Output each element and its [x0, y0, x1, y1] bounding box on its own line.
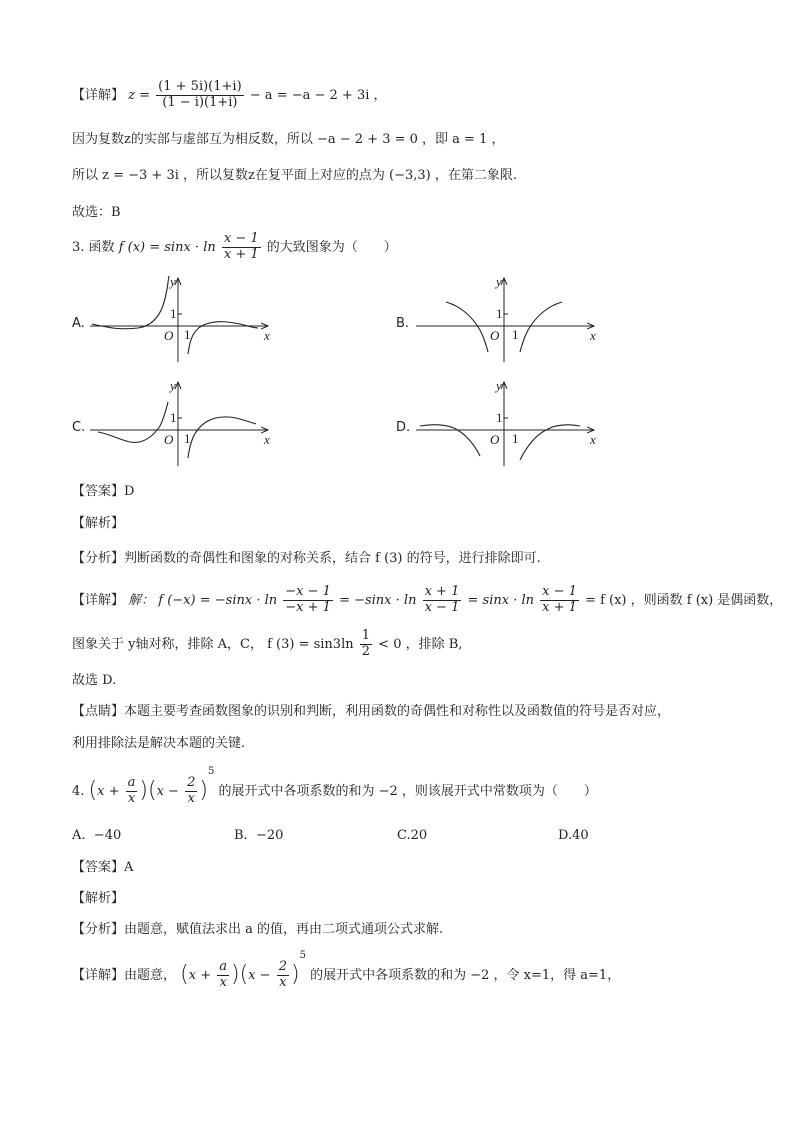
y-label: y	[170, 378, 176, 393]
q4-a-frac-den: x	[127, 790, 136, 806]
q4-a-frac-den: x	[219, 974, 227, 990]
tick-one-y: 1	[496, 306, 503, 321]
q4-power: 5	[207, 766, 215, 777]
fenxi-text: 判断函数的奇偶性和图象的对称关系，结合 f (3) 的符号，进行排除即可.	[124, 551, 541, 566]
option-label: D.	[558, 828, 573, 843]
tick-one-y: 1	[170, 410, 177, 425]
q3-fraction	[222, 232, 261, 263]
fraction-half	[360, 629, 372, 660]
z-numerator: (1 + 5i)(1+i)	[158, 79, 242, 94]
q3-prefix: 3. 函数	[72, 239, 115, 255]
fraction-3	[540, 585, 579, 616]
q4-stem: 4. (x + $\frac{a}{x}$ )(x − $\frac{2}{x}$ )$^5$ 的展开式中各项系数的和为 −2 ，则该展开式中常数项为（ ）	[72, 766, 597, 806]
option-label: A.	[72, 828, 86, 843]
fraction-3-den: x + 1	[542, 599, 577, 615]
fraction-half-num: 1	[361, 628, 371, 643]
q3-dianjing	[72, 704, 670, 720]
q4-two-frac-num: 2	[278, 959, 287, 974]
option-d-label: D.	[396, 420, 411, 435]
curve-right	[520, 302, 562, 352]
fraction-1-den: −x + 1	[285, 599, 331, 615]
q3-func: f (x) = sinx · ln	[118, 239, 216, 255]
answer-value: D	[124, 484, 135, 499]
x-label: x	[264, 328, 270, 343]
q4-x-minus: x −	[156, 783, 179, 799]
dianjing-text: 本题主要考查函数图象的识别和判断，利用函数的奇偶性和对称性以及函数值的符号是否对应，	[124, 704, 671, 719]
option-value: 40	[572, 828, 589, 843]
q4-option-d	[558, 828, 589, 844]
q3-suffix: 的大致图象为（ ）	[266, 239, 397, 255]
q4-analysis-tag: 【解析】	[72, 891, 125, 906]
q4-two-frac-num: 2	[187, 775, 196, 790]
q4-two-frac-den: x	[187, 790, 195, 806]
q4-a-frac	[126, 776, 138, 807]
curve-left	[420, 425, 480, 456]
y-label: y	[170, 274, 176, 289]
answer-tag: 【答案】	[72, 860, 125, 875]
x-label: x	[590, 328, 596, 343]
detail-tag: 【详解】	[72, 592, 125, 608]
tick-one-x: 1	[184, 431, 191, 446]
tick-one-y: 1	[170, 306, 177, 321]
q3-detail-line2	[72, 629, 462, 660]
origin-label: O	[490, 328, 500, 343]
fenxi-text: 由题意，赋值法求出 a 的值，再由二项式通项公式求解.	[124, 922, 444, 937]
q4-fenxi	[72, 922, 443, 938]
z-fraction	[156, 80, 243, 111]
fraction-half-den: 2	[361, 643, 371, 659]
tick-one-y: 1	[496, 410, 503, 425]
q4-two-frac	[277, 960, 289, 991]
q4-a-frac-num: a	[127, 775, 136, 790]
q4-x-minus: x −	[248, 967, 271, 983]
y-label: y	[496, 274, 502, 289]
dianjing-tag: 【点睛】	[72, 704, 125, 719]
detail-prefix: 由题意，	[124, 967, 177, 983]
curve-right	[188, 322, 258, 354]
graph-option-c	[90, 376, 280, 468]
answer-value: A	[124, 860, 134, 875]
fraction-1-num: −x − 1	[285, 584, 331, 599]
detail-expr-d: = f (x) ，则函数 f (x) 是偶函数，	[585, 592, 783, 608]
origin-label: O	[490, 432, 500, 447]
q3-analysis-tag: 【解析】	[72, 516, 125, 531]
tick-one-x: 1	[512, 431, 519, 446]
q3-dianjing-line2: 利用排除法是解决本题的关键.	[72, 736, 246, 751]
origin-label: O	[164, 328, 174, 343]
option-label: C.	[397, 828, 411, 843]
fraction-2-num: x + 1	[424, 584, 460, 599]
q2-line3: 所以 z = −3 + 3i ，所以复数z在复平面上对应的点为 (−3,3) ，在第二象限.	[72, 168, 517, 183]
q2-line2: 因为复数z的实部与虚部互为相反数，所以 −a − 2 + 3 = 0 ，即 a = 1 ，	[72, 132, 505, 147]
q4-power: 5	[299, 950, 306, 961]
graph-option-d	[416, 376, 606, 468]
x-label: x	[264, 432, 270, 447]
q3-fenxi	[72, 551, 541, 567]
q3-detail-line	[72, 585, 782, 616]
detail-expr-a: 解： f (−x) = −sinx · ln	[128, 592, 278, 608]
option-label: B.	[234, 828, 248, 843]
q4-x-plus: x +	[188, 967, 212, 983]
fenxi-tag: 【分析】	[72, 551, 125, 566]
y-label: y	[496, 378, 502, 393]
curve-right	[188, 417, 256, 458]
option-a-label: A.	[72, 316, 85, 331]
tick-one-x: 1	[184, 327, 191, 342]
detail-expr-b: = −sinx · ln	[339, 592, 417, 608]
q4-answer	[72, 860, 133, 876]
q4-two-frac	[185, 776, 197, 807]
option-c-label: C.	[72, 420, 86, 435]
fraction-2	[423, 585, 462, 616]
q4-stem-suffix: 的展开式中各项系数的和为 −2 ，则该展开式中常数项为（ ）	[218, 783, 597, 799]
detail-line2-a: 图象关于 y轴对称，排除 A，C， f (3) = sin3ln	[72, 636, 354, 652]
detail-tag: 【详解】	[72, 87, 125, 103]
q3-frac-den: x + 1	[223, 246, 259, 262]
detail-suffix: 的展开式中各项系数的和为 −2 ，令 x=1，得 a=1，	[310, 967, 621, 983]
q3-stem	[72, 232, 397, 263]
q2-choice: 故选：B	[72, 205, 121, 220]
detail-tag: 【详解】	[72, 967, 125, 983]
q3-frac-num: x − 1	[223, 231, 259, 246]
q4-a-frac-num: a	[219, 959, 228, 974]
z-lhs: z =	[128, 87, 151, 103]
fraction-2-den: x − 1	[424, 599, 460, 615]
q4-detail: 【详解】由题意， (x + $\frac{a}{x}$ )(x − $\frac{2}{x}$ )$^5$ 的展开式中各项系数的和为 −2 ，令 x=1，得 a=1，	[72, 950, 621, 990]
x-label: x	[590, 432, 596, 447]
tick-one-x: 1	[512, 327, 519, 342]
graph-option-b	[416, 272, 606, 364]
fraction-1	[283, 585, 333, 616]
q4-option-a	[72, 828, 121, 844]
detail-line2-b: < 0 ，排除 B,	[378, 636, 463, 652]
option-b-label: B.	[396, 316, 410, 331]
detail-expr-c: = sinx · ln	[467, 592, 534, 608]
option-value: −40	[93, 828, 122, 843]
fraction-3-num: x − 1	[542, 584, 577, 599]
answer-tag: 【答案】	[72, 484, 125, 499]
graph-option-a	[90, 272, 280, 364]
q4-num: 4.	[72, 783, 85, 799]
q4-x-plus: x +	[97, 783, 120, 799]
curve-left	[92, 276, 169, 329]
q2-detail-line	[72, 80, 387, 111]
z-denominator: (1 − i)(1+i)	[162, 94, 238, 110]
origin-label: O	[164, 432, 174, 447]
curve-left	[446, 302, 488, 352]
q3-choice: 故选 D.	[72, 673, 117, 688]
q4-option-c	[397, 828, 427, 844]
q4-option-b	[234, 828, 283, 844]
curve-left	[98, 402, 168, 442]
q3-answer	[72, 484, 134, 500]
z-rhs: − a = −a − 2 + 3i ，	[249, 87, 387, 103]
fenxi-tag: 【分析】	[72, 922, 125, 937]
q4-a-frac	[217, 960, 229, 991]
q4-two-frac-den: x	[279, 974, 287, 990]
option-value: 20	[410, 828, 428, 843]
option-value: −20	[255, 828, 284, 843]
